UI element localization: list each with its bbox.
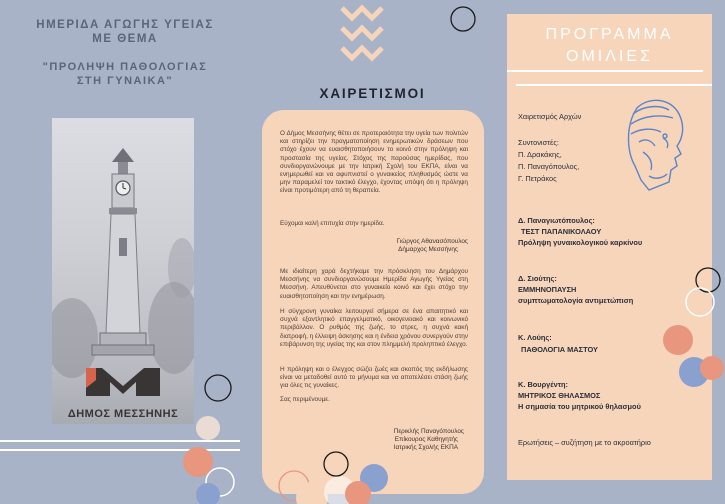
talk-speaker: Δ. Παναγιωτόπουλος: bbox=[518, 216, 595, 225]
signature-name: Γιώργος Αθανασόπουλος bbox=[396, 238, 468, 245]
greeting-closing: Εύχομαι καλή επιτυχία στην ημερίδα. bbox=[280, 220, 385, 227]
coordinator-name: Π. Παναγόπουλος, bbox=[518, 162, 580, 171]
coordinator-name: Γ. Πετράκος bbox=[518, 174, 557, 183]
talk-title: ΜΗΤΡΙΚΟΣ ΘΗΛΑΣΜΟΣ bbox=[518, 391, 601, 400]
greeting-paragraph: Ο Δήμος Μεσσήνης θέτει σε προτεραιότητα την υγεία των πολιτών και στηρίζει την πραγματοποίηση ενημερωτικών δράσεων που στόχο έχουν να ευαισθητοποιήσουν το κοινό στην πρόληψη και προστασία της υγείας. Στόχος της παρούσας ημερίδας, που συνδιοργανώνουμε με την Ιατρική Σχολή του ΕΚΠΑ, είναι να ενημερωθεί και να αφυπνιστεί ο γυναικείος πληθυσμός ώστε να μην παραμελεί τον τακτικό έλεγχο, έχοντας υπόψη ότι η πρόληψη είναι προτιμότερη από τη θεραπεία. bbox=[280, 130, 468, 195]
athena-head-icon bbox=[619, 96, 693, 196]
signature-role: Ιατρικής Σχολής ΕΚΠΑ bbox=[393, 444, 458, 451]
greetings-heading: ΧΑΙΡΕΤΙΣΜΟΙ bbox=[319, 86, 426, 101]
clock-tower-photo bbox=[52, 118, 194, 424]
signature-name: Περικλής Παναγόπουλος bbox=[393, 428, 464, 435]
invitation-paragraph: Η σύγχρονη γυναίκα λειτουργεί σήμερα σε ένα απαιτητικό και συχνά εξαντλητικό επαγγελματικό, οικογενειακό και κοινωνικό περιβάλλον. Ο ρυθμός της ζωής, το στρες, η συχνά κακή διατροφή, η έλλειψη άσκησης και η ένδεια χρόνου συνεργούν στην επιβάρυνση της υγείας της και στον πλημμελή προληπτικό έλεγχο. bbox=[280, 308, 468, 348]
decorative-circles-right bbox=[660, 258, 725, 398]
divider-line bbox=[507, 70, 703, 72]
talk-title: ΠΑΘΟΛΟΓΙΑ ΜΑΣΤΟΥ bbox=[521, 345, 598, 354]
welcome-item: Χαιρετισμός Αρχών bbox=[518, 112, 582, 121]
municipality-logo-text: ΔΗΜΟΣ ΜΕΣΣΗΝΗΣ bbox=[67, 408, 179, 420]
closing-discussion: Ερωτήσεις – συζήτηση με το ακροατήριο bbox=[518, 438, 651, 447]
talk-title: ΕΜΜΗΝΟΠΑΥΣΗ bbox=[518, 285, 577, 294]
talk-speaker: Κ. Βουργέντη: bbox=[518, 380, 568, 389]
decorative-circles-bottom bbox=[272, 448, 512, 504]
invitation-closing: Σας περιμένουμε. bbox=[280, 396, 330, 403]
signature-role: Επίκουρος Καθηγητής bbox=[394, 436, 458, 443]
coordinators-label: Συντονιστές: bbox=[518, 138, 559, 147]
event-subject: "ΠΡΟΛΗΨΗ ΠΑΘΟΛΟΓΙΑΣ ΣΤΗ ΓΥΝΑΙΚΑ" bbox=[42, 61, 208, 87]
signature-role: Δήμαρχος Μεσσήνης bbox=[398, 246, 458, 253]
talk-speaker: Δ. Σιούτης: bbox=[518, 274, 557, 283]
divider-line bbox=[516, 84, 712, 86]
decorative-circles-left bbox=[180, 370, 250, 504]
greetings-card bbox=[262, 110, 484, 494]
talk-speaker: Κ. Λούης: bbox=[518, 333, 552, 342]
talk-subtitle: Η σημασία του μητρικού θηλασμού bbox=[518, 402, 641, 411]
decorative-circle-outline bbox=[448, 4, 478, 34]
talk-title: ΤΕΣΤ ΠΑΠΑΝΙΚΟΛΑΟΥ bbox=[521, 227, 602, 236]
talk-subtitle: Πρόληψη γυναικολογικού καρκίνου bbox=[518, 238, 643, 247]
invitation-paragraph: Η πρόληψη και ο έλεγχος σώζει ζωές και σκοπός της εκδήλωσης είναι να μεταδοθεί αυτό το μήνυμα και να αποτελέσει στάση ζωής για όλες τις γυναίκες. bbox=[280, 366, 468, 390]
clock-tower-illustration bbox=[52, 118, 194, 424]
invitation-paragraph: Με ιδιαίτερη χαρά δεχτήκαμε την πρόσκληση του Δημάρχου Μεσσήνης να συνδιοργανώσουμε Ημερίδα Αγωγής Υγείας στη Μεσσήνη. Απευθύνεται στο γυναικείο κοινό και έχει στόχο την ευαισθητοποίηση και την ενημέρωση. bbox=[280, 268, 468, 300]
zigzag-decoration bbox=[340, 2, 386, 74]
event-title: ΗΜΕΡΙΔΑ ΑΓΩΓΗΣ ΥΓΕΙΑΣ ΜΕ ΘΕΜΑ bbox=[36, 19, 214, 45]
program-heading: ΠΡΟΓΡΑΜΜΑ ΟΜΙΛΙΕΣ bbox=[545, 26, 674, 65]
coordinator-name: Π. Δρακάκης, bbox=[518, 150, 562, 159]
talk-subtitle: συμπτωματολογία αντιμετώπιση bbox=[518, 296, 634, 305]
